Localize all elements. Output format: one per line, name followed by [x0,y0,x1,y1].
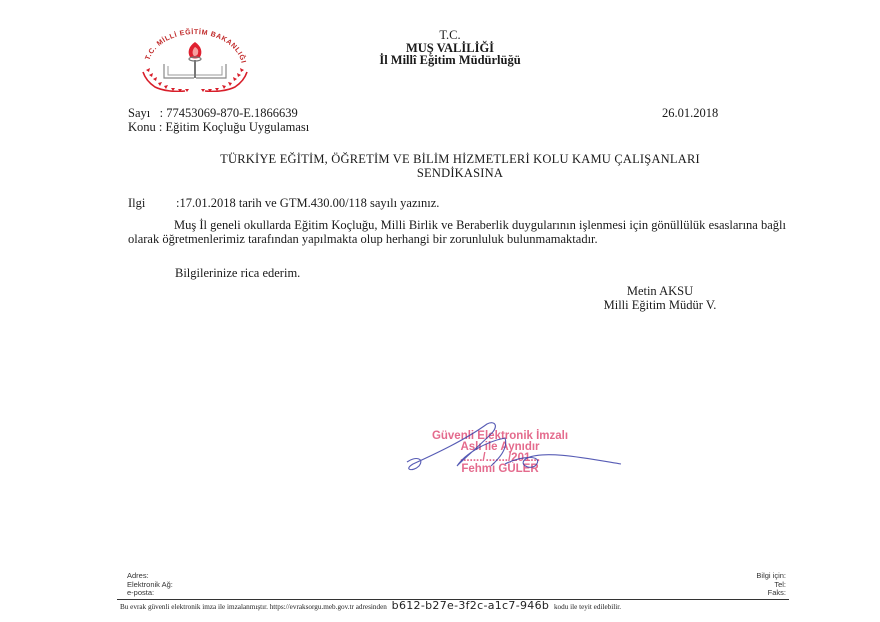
footer-tel: Tel: [774,579,786,589]
footer-adres: Adres: [127,571,149,580]
stamp-line-4: Fehmi GÜLER [461,463,539,475]
closing-line: Bilgilerinize rica ederim. [175,266,301,280]
sayi-row [128,106,309,120]
signer-name: Metin AKSU [626,284,694,298]
stamp-line-3: ......./......./201... [460,452,540,464]
signer-title: Milli Eğitim Müdür V. [603,298,717,312]
sayi-value: 77453069-870-E.1866639 [166,106,298,120]
stamp-line-1: Güvenli Elektronik İmzalı [431,430,569,442]
footer-faks: Faks: [767,588,786,597]
verification-note [120,599,792,612]
letter-body [128,219,786,246]
document-date: 26.01.2018 [662,106,719,120]
meb-logo [138,28,252,92]
konu-label: Konu : [128,120,166,134]
verification-suffix: kodu ile teyit edilebilir. [553,603,622,611]
verification-code: b612-b27e-3f2c-a1c7-946b [391,599,550,612]
recipient-line-2: SENDİKASINA [416,166,504,180]
header-valilik: MUŞ VALİLİĞİ [405,40,495,55]
konu-value: Eğitim Koçluğu Uygulaması [165,120,310,134]
handwritten-signature-icon [395,418,635,488]
footer-contact-left [127,572,173,598]
konu-row [128,120,309,134]
signature-block [560,284,760,312]
recipient [120,152,800,180]
reference-block [128,106,309,134]
letterhead [300,29,600,67]
stamp-line-2: Aslı ile Aynıdır [460,441,540,453]
sayi-label: Sayı : [128,106,167,120]
ilgi-row [128,196,439,211]
certified-copy-stamp [395,418,635,488]
ilgi-label: Ilgi [128,196,146,210]
verification-prefix: Bu evrak güvenli elektronik imza ile imzalanmıştır. https://evraksorgu.meb.gov.tr adresinden [120,603,387,611]
recipient-line-1: TÜRKİYE EĞİTİM, ÖĞRETİM VE BİLİM HİZMETLERİ KOLU KAMU ÇALIŞANLARI [220,152,700,166]
footer-elektronik-ag: Elektronik Ağ: [127,579,173,589]
header-tc: T.C. [439,28,461,42]
footer-bilgi-icin: Bilgi için: [756,571,786,580]
ilgi-value: :17.01.2018 tarih ve GTM.430.00/118 sayılı yazınız. [176,196,440,210]
footer-eposta: e-posta: [127,588,155,597]
svg-text:T.C. MİLLİ EĞİTİM BAKANLIĞI: T.C. MİLLİ EĞİTİM BAKANLIĞI [144,28,247,65]
header-mudurluk: İl Millî Eğitim Müdürlüğü [379,53,521,67]
footer-contact-right [680,572,786,598]
body-paragraph: Muş İl geneli okullarda Eğitim Koçluğu, Milli Birlik ve Beraberlik duygularının işlenmesi için gönüllülük esaslarına bağlı olarak öğretmenlerimiz tarafından yapılmakta olup herhangi bir zorunluluk bulunmamaktadır. [128,218,786,246]
meb-logo-icon [138,28,252,92]
